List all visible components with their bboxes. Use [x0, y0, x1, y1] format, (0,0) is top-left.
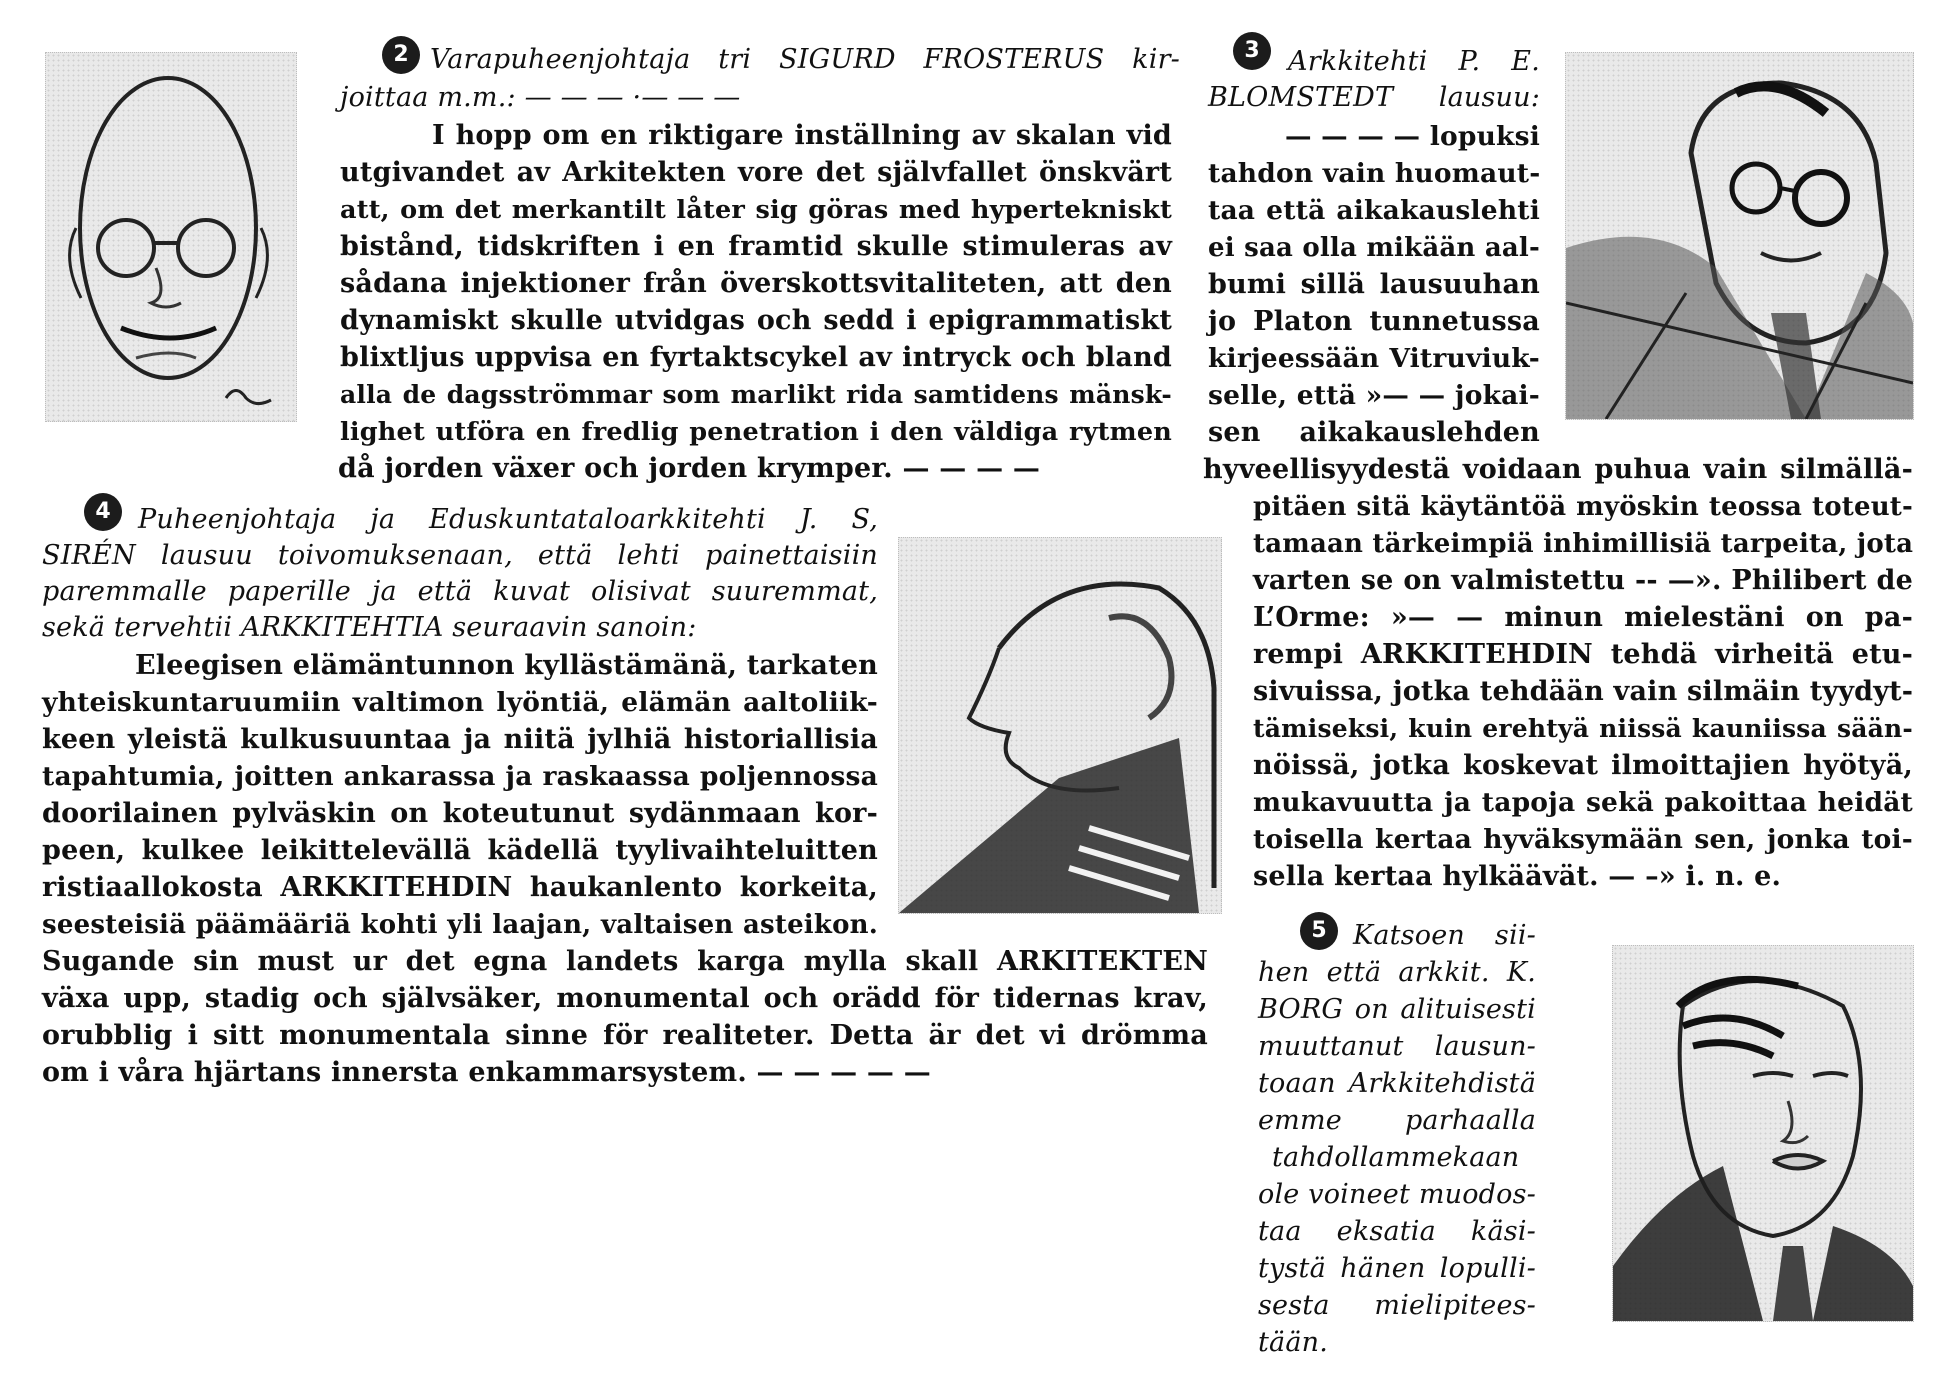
body-line: att, om det merkantilt låter sig göras med hypertekniskt	[340, 195, 1172, 225]
body-line: seesteisiä päämääriä kohti yli laajan, valtaisen asteikon.	[42, 910, 878, 940]
portrait-siren	[898, 537, 1222, 914]
section-text-line: Katsoen sii-	[1353, 920, 1536, 951]
section-heading-line: sekä tervehtii ARKKITEHTIA seuraavin sanoin:	[42, 612, 697, 643]
body-line: bistånd, tidskriften i en framtid skulle stimuleras av	[340, 231, 1172, 262]
section-heading-line: joittaa m.m.: — — — ·— — —	[340, 82, 741, 113]
body-line: toisella kertaa hyväksymään sen, jonka toi-	[1253, 824, 1913, 855]
body-line: Eleegisen elämäntunnon kyllästämänä, tarkaten	[135, 650, 878, 681]
body-line: peen, kulkee leikittelevällä kädellä tyylivaihteluitten	[42, 835, 878, 866]
section-text-line: tään.	[1258, 1327, 1329, 1358]
body-line: hyveellisyydestä voidaan puhua vain silmällä-	[1203, 454, 1913, 485]
portrait-sketch-glasses-suit-icon	[1566, 53, 1913, 419]
body-line: sivuissa, jotka tehdään vain silmäin tyydyt-	[1253, 676, 1914, 707]
body-line: jo Platon tunnetussa	[1208, 306, 1540, 337]
body-line: — — — — lopuksi	[1285, 121, 1540, 152]
body-line: nöissä, jotka koskevat ilmoittajien hyötyä,	[1253, 750, 1913, 781]
body-line: kirjeessään Vitruviuk-	[1208, 343, 1540, 374]
section-text-line: tahdollammekaan	[1272, 1142, 1520, 1173]
body-line: L’Orme: »— — minun mielestäni on pa-	[1253, 602, 1913, 633]
body-line: då jorden växer och jorden krymper. — — — —	[338, 453, 1041, 484]
section-heading-line: paremmalle paperille ja että kuvat olisivat suuremmat,	[42, 576, 878, 607]
section-text-line: sesta mielipitees-	[1258, 1290, 1536, 1321]
body-line: ristiaallokosta ARKKITEHDIN haukanlento korkeita,	[42, 872, 878, 903]
portrait-blomstedt	[1565, 52, 1914, 420]
body-line: blixtljus uppvisa en fyrtaktscykel av intryck och bland	[340, 342, 1172, 373]
section-number-badge: 5	[1300, 912, 1338, 950]
portrait-frosterus	[45, 52, 297, 422]
section-number-badge: 3	[1233, 32, 1271, 70]
section-text-line: taa eksatia käsi-	[1258, 1216, 1536, 1247]
body-line: orubblig i sitt monumentala sinne för realiteter. Detta är det vi drömma	[42, 1020, 1208, 1051]
portrait-sketch-bald-glasses-icon	[46, 53, 296, 421]
section-text-line: tystä hänen lopulli-	[1258, 1253, 1536, 1284]
body-line: sådana injektioner från överskottsvitaliteten, att den	[340, 268, 1172, 299]
portrait-sketch-three-quarter-icon	[1613, 946, 1913, 1321]
body-line: tahdon vain huomaut-	[1208, 158, 1541, 189]
section-heading-line: Varapuheenjohtaja tri SIGURD FROSTERUS kir-	[430, 44, 1180, 75]
body-line: om i våra hjärtans innersta enkammarsystem. — — — — —	[42, 1057, 931, 1088]
body-line: selle, että »— — jokai-	[1208, 380, 1540, 411]
body-line: tämiseksi, kuin erehtyä niissä kauniissa sään-	[1253, 714, 1913, 743]
section-heading-line: Puheenjohtaja ja Eduskuntataloarkkitehti J. S,	[138, 504, 878, 535]
section-heading-line: BLOMSTEDT lausuu:	[1208, 82, 1540, 113]
body-line: mukavuutta ja tapoja sekä pakoittaa heidät	[1253, 787, 1913, 818]
body-line: dynamiskt skulle utvidgas och sedd i epigrammatiskt	[340, 305, 1172, 336]
body-line: tamaan tärkeimpiä inhimillisiä tarpeita, jota	[1253, 529, 1914, 559]
body-line: pitäen sitä käytäntöä myöskin teossa toteut-	[1253, 492, 1913, 522]
section-text-line: emme parhaalla	[1258, 1105, 1536, 1136]
body-line: växa upp, stadig och självsäker, monumental och orädd för tidernas krav,	[42, 983, 1208, 1014]
body-line: varten se on valmistettu -- —». Philibert de	[1253, 565, 1913, 596]
section-text-line: hen että arkkit. K.	[1258, 957, 1536, 988]
body-line: I hopp om en riktigare inställning av skalan vid	[432, 120, 1172, 151]
section-heading-line: Arkkitehti P. E.	[1288, 46, 1540, 77]
body-line: yhteiskuntaruumiin valtimon lyöntiä, elämän aaltoliik-	[42, 687, 878, 718]
portrait-sketch-profile-icon	[899, 538, 1221, 913]
section-text-line: toaan Arkkitehdistä	[1258, 1068, 1536, 1099]
body-line: sen aikakauslehden	[1208, 417, 1540, 448]
body-line: keen yleistä kulkusuuntaa ja niitä jylhiä historiallisia	[42, 724, 878, 755]
section-text-line: BORG on alituisesti	[1258, 994, 1536, 1025]
section-text-line: muuttanut lausun-	[1258, 1031, 1536, 1062]
body-line: utgivandet av Arkitekten vore det självfallet önskvärt	[340, 157, 1172, 188]
portrait-borg	[1612, 945, 1914, 1322]
body-line: alla de dagsströmmar som marlikt rida samtidens mänsk-	[340, 380, 1172, 409]
section-number-badge: 4	[84, 493, 122, 531]
body-line: lighet utföra en fredlig penetration i den väldiga rytmen	[340, 417, 1172, 447]
body-line: tapahtumia, joitten ankarassa ja raskaassa poljennossa	[42, 761, 878, 792]
body-line: rempi ARKKITEHDIN tehdä virheitä etu-	[1253, 639, 1913, 670]
section-text-line: ole voineet muodos-	[1258, 1179, 1536, 1210]
body-line: bumi sillä lausuuhan	[1208, 269, 1540, 300]
body-line: Sugande sin must ur det egna landets karga mylla skall ARKITEKTEN	[42, 946, 1208, 977]
section-heading-line: SIRÉN lausuu toivomuksenaan, että lehti painettaisiin	[42, 540, 878, 571]
section-number-badge: 2	[382, 36, 420, 74]
body-line: doorilainen pylväskin on koteutunut sydänmaan kor-	[42, 798, 878, 829]
body-line: taa että aikakauslehti	[1208, 195, 1540, 226]
body-line: sella kertaa hylkäävät. — –» i. n. e.	[1253, 861, 1782, 892]
body-line: ei saa olla mikään aal-	[1208, 233, 1540, 263]
